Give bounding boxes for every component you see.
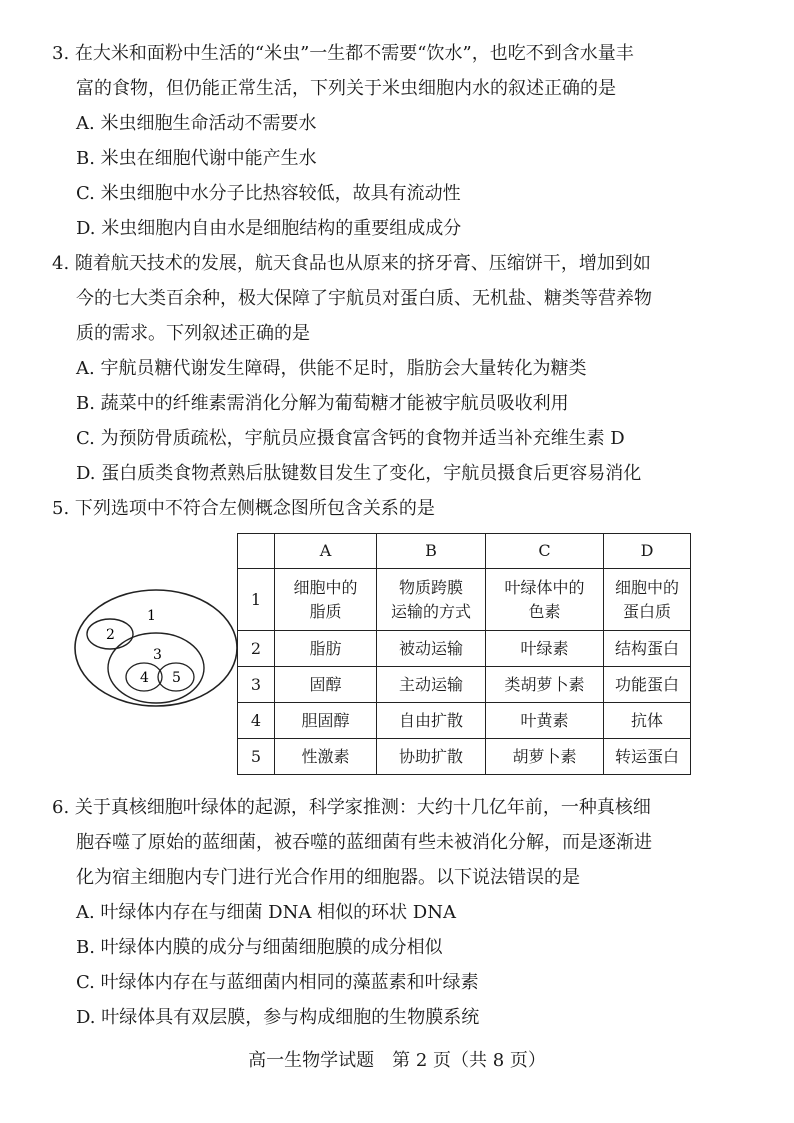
table-cell-line: 自由扩散 [398, 710, 463, 730]
q3-option-b: B. 米虫在细胞代谢中能产生水 [76, 148, 317, 169]
q6-stem-line-2: 胞吞噬了原始的蓝细菌，被吞噬的蓝细菌有些未被消化分解，而是逐渐进 [76, 832, 652, 853]
table-cell-line: 色素 [528, 601, 561, 621]
table-cell [377, 739, 486, 775]
table-cell-line: 叶绿体中的 [504, 577, 585, 597]
table-cell [377, 631, 486, 667]
table-header-cell: B [377, 534, 486, 569]
table-cell [377, 667, 486, 703]
table-cell [604, 631, 691, 667]
concept-label-2: 2 [106, 627, 115, 643]
q3-stem-line-1: 3. 在大米和面粉中生活的“米虫”一生都不需要“饮水”，也吃不到含水量丰 [52, 43, 634, 64]
table-cell-line: 胡萝卜素 [512, 746, 577, 766]
table-cell [604, 569, 691, 631]
table-row [238, 667, 691, 703]
table-cell-line: 功能蛋白 [614, 674, 679, 694]
concept-label-4: 4 [140, 670, 149, 686]
table-cell [486, 569, 604, 631]
q6-option-d: D. 叶绿体具有双层膜，参与构成细胞的生物膜系统 [76, 1007, 480, 1028]
table-cell [377, 703, 486, 739]
page-footer: 高一生物学试题 第 2 页（共 8 页） [248, 1050, 546, 1071]
q4-option-c: C. 为预防骨质疏松，宇航员应摄食富含钙的食物并适当补充维生素 D [76, 428, 625, 449]
table-cell [604, 667, 691, 703]
table-cell-line: 性激素 [301, 746, 350, 766]
q4-option-a: A. 宇航员糖代谢发生障碍，供能不足时，脂肪会大量转化为糖类 [76, 358, 587, 379]
table-header-cell: D [604, 534, 691, 569]
q6-option-c: C. 叶绿体内存在与蓝细菌内相同的藻蓝素和叶绿素 [76, 972, 479, 993]
table-cell-line: 协助扩散 [398, 746, 463, 766]
table-cell-line: 类胡萝卜素 [504, 674, 585, 694]
q4-stem-line-3: 质的需求。下列叙述正确的是 [76, 323, 310, 344]
q4-stem-line-1: 4. 随着航天技术的发展，航天食品也从原来的挤牙膏、压缩饼干，增加到如 [52, 253, 651, 274]
table-row-number: 1 [238, 569, 275, 631]
table-cell-line: 结构蛋白 [614, 638, 679, 658]
concept-label-5: 5 [172, 670, 181, 686]
table-cell [486, 631, 604, 667]
table-cell-line: 脂质 [309, 601, 342, 621]
table-cell [486, 739, 604, 775]
q3-option-c: C. 米虫细胞中水分子比热容较低，故具有流动性 [76, 183, 461, 204]
q6-stem-line-1: 6. 关于真核细胞叶绿体的起源，科学家推测：大约十几亿年前，一种真核细 [52, 797, 651, 818]
table-cell [486, 667, 604, 703]
table-row-number: 4 [238, 703, 275, 739]
table-cell-line: 转运蛋白 [614, 746, 679, 766]
table-cell [604, 703, 691, 739]
q6-stem-line-3: 化为宿主细胞内专门进行光合作用的细胞器。以下说法错误的是 [76, 867, 580, 888]
table-row [238, 569, 691, 631]
table-cell-line: 叶黄素 [520, 710, 569, 730]
options-table [237, 533, 691, 775]
table-cell-line: 被动运输 [398, 638, 463, 658]
table-cell-line: 抗体 [630, 710, 663, 730]
table-cell [604, 739, 691, 775]
table-cell [275, 667, 377, 703]
table-cell [275, 631, 377, 667]
table-row [238, 739, 691, 775]
concept-label-3: 3 [153, 647, 162, 663]
table-row-number: 2 [238, 631, 275, 667]
table-cell-line: 细胞中的 [614, 577, 679, 597]
table-cell-line: 细胞中的 [293, 577, 358, 597]
q6-option-b: B. 叶绿体内膜的成分与细菌细胞膜的成分相似 [76, 937, 443, 958]
concept-diagram [70, 582, 245, 717]
table-cell [377, 569, 486, 631]
table-row-number: 5 [238, 739, 275, 775]
q4-option-d: D. 蛋白质类食物煮熟后肽键数目发生了变化，宇航员摄食后更容易消化 [76, 463, 642, 484]
concept-label-1: 1 [147, 608, 156, 624]
table-cell-line: 主动运输 [398, 674, 463, 694]
table-header-cell: A [275, 534, 377, 569]
table-cell-line: 胆固醇 [301, 710, 350, 730]
table-cell-line: 叶绿素 [520, 638, 569, 658]
table-header-row [238, 534, 691, 569]
table-cell-line: 固醇 [309, 674, 342, 694]
q4-option-b: B. 蔬菜中的纤维素需消化分解为葡萄糖才能被宇航员吸收利用 [76, 393, 569, 414]
table-cell-line: 蛋白质 [622, 601, 671, 621]
table-cell-line: 物质跨膜 [398, 577, 463, 597]
table-row [238, 703, 691, 739]
table-cell-line: 脂肪 [309, 638, 342, 658]
table-cell [275, 739, 377, 775]
q3-option-a: A. 米虫细胞生命活动不需要水 [76, 113, 317, 134]
q5-stem: 5. 下列选项中不符合左侧概念图所包含关系的是 [52, 498, 435, 519]
table-cell-line: 运输的方式 [390, 601, 471, 621]
table-cell [486, 703, 604, 739]
q3-option-d: D. 米虫细胞内自由水是细胞结构的重要组成成分 [76, 218, 462, 239]
q4-stem-line-2: 今的七大类百余种，极大保障了宇航员对蛋白质、无机盐、糖类等营养物 [76, 288, 652, 309]
table-corner-cell [238, 534, 275, 569]
table-cell [275, 569, 377, 631]
q6-option-a: A. 叶绿体内存在与细菌 DNA 相似的环状 DNA [76, 902, 456, 923]
table-cell [275, 703, 377, 739]
table-row [238, 631, 691, 667]
table-row-number: 3 [238, 667, 275, 703]
table-header-cell: C [486, 534, 604, 569]
q3-stem-line-2: 富的食物，但仍能正常生活，下列关于米虫细胞内水的叙述正确的是 [76, 78, 616, 99]
